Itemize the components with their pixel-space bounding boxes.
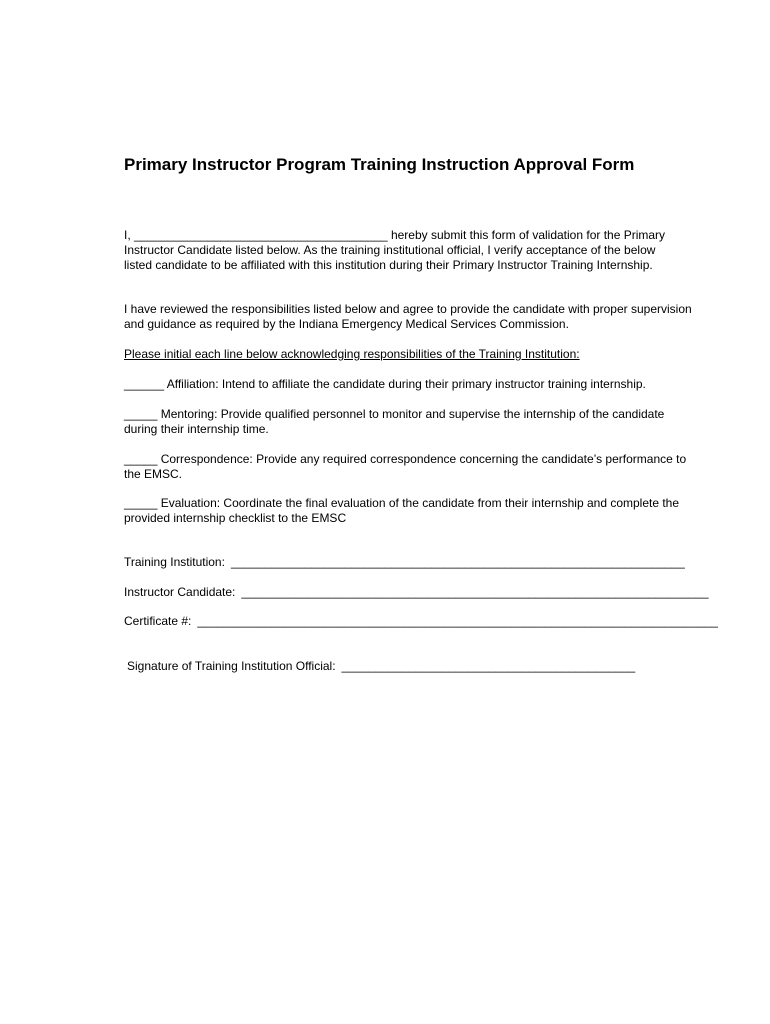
intro-line: I, ______________________________________ hereby submit this form of validation for the Primary [124,228,666,242]
training-institution-field[interactable] [124,555,685,570]
responsibility-mentoring [124,407,724,437]
intro-paragraph [124,228,724,273]
instructor-candidate-field[interactable] [124,585,709,600]
field-label: Training Institution: [124,555,225,569]
responsibility-line: _____ Mentoring: Provide qualified personnel to monitor and supervise the internship of the candidate [124,407,665,421]
responsibility-correspondence [124,452,724,482]
responsibility-evaluation [124,496,724,526]
field-label: Instructor Candidate: [124,585,236,599]
responsibility-line: during their internship time. [124,422,269,436]
responsibility-line: ______ Affiliation: Intend to affiliate the candidate during their primary instructor training internship. [124,377,646,391]
review-paragraph [124,302,724,332]
form-title: Primary Instructor Program Training Instruction Approval Form [124,155,635,174]
review-line: I have reviewed the responsibilities listed below and agree to provide the candidate with proper supervision [124,302,692,316]
responsibility-line: the EMSC. [124,467,183,481]
field-blank-line[interactable]: ____________________________________________________________________ [230,555,685,569]
review-line: and guidance as required by the Indiana Emergency Medical Services Commission. [124,317,569,331]
field-blank-line[interactable]: ______________________________________________________________________________ [197,614,718,628]
responsibility-line: provided internship checklist to the EMSC [124,511,347,525]
responsibility-line: _____ Correspondence: Provide any required correspondence concerning the candidate’s performance to [124,452,687,466]
intro-line: Instructor Candidate listed below. As the training institutional official, I verify acceptance of the below [124,243,656,257]
field-label: Certificate #: [124,614,192,628]
instruction-text: Please initial each line below acknowledging responsibilities of the Training Institution: [124,347,580,361]
field-blank-line[interactable]: ______________________________________________________________________ [241,585,709,599]
responsibility-line: _____ Evaluation: Coordinate the final evaluation of the candidate from their internship and complete the [124,496,680,510]
signature-field[interactable] [127,659,635,674]
intro-line: listed candidate to be affiliated with this institution during their Primary Instructor Training Internship. [124,258,653,272]
certificate-number-field[interactable] [124,614,718,629]
signature-blank-line[interactable]: ____________________________________________ [341,659,636,673]
initial-instruction [124,347,724,362]
responsibility-affiliation [124,377,724,392]
signature-label: Signature of Training Institution Official: [127,659,336,673]
